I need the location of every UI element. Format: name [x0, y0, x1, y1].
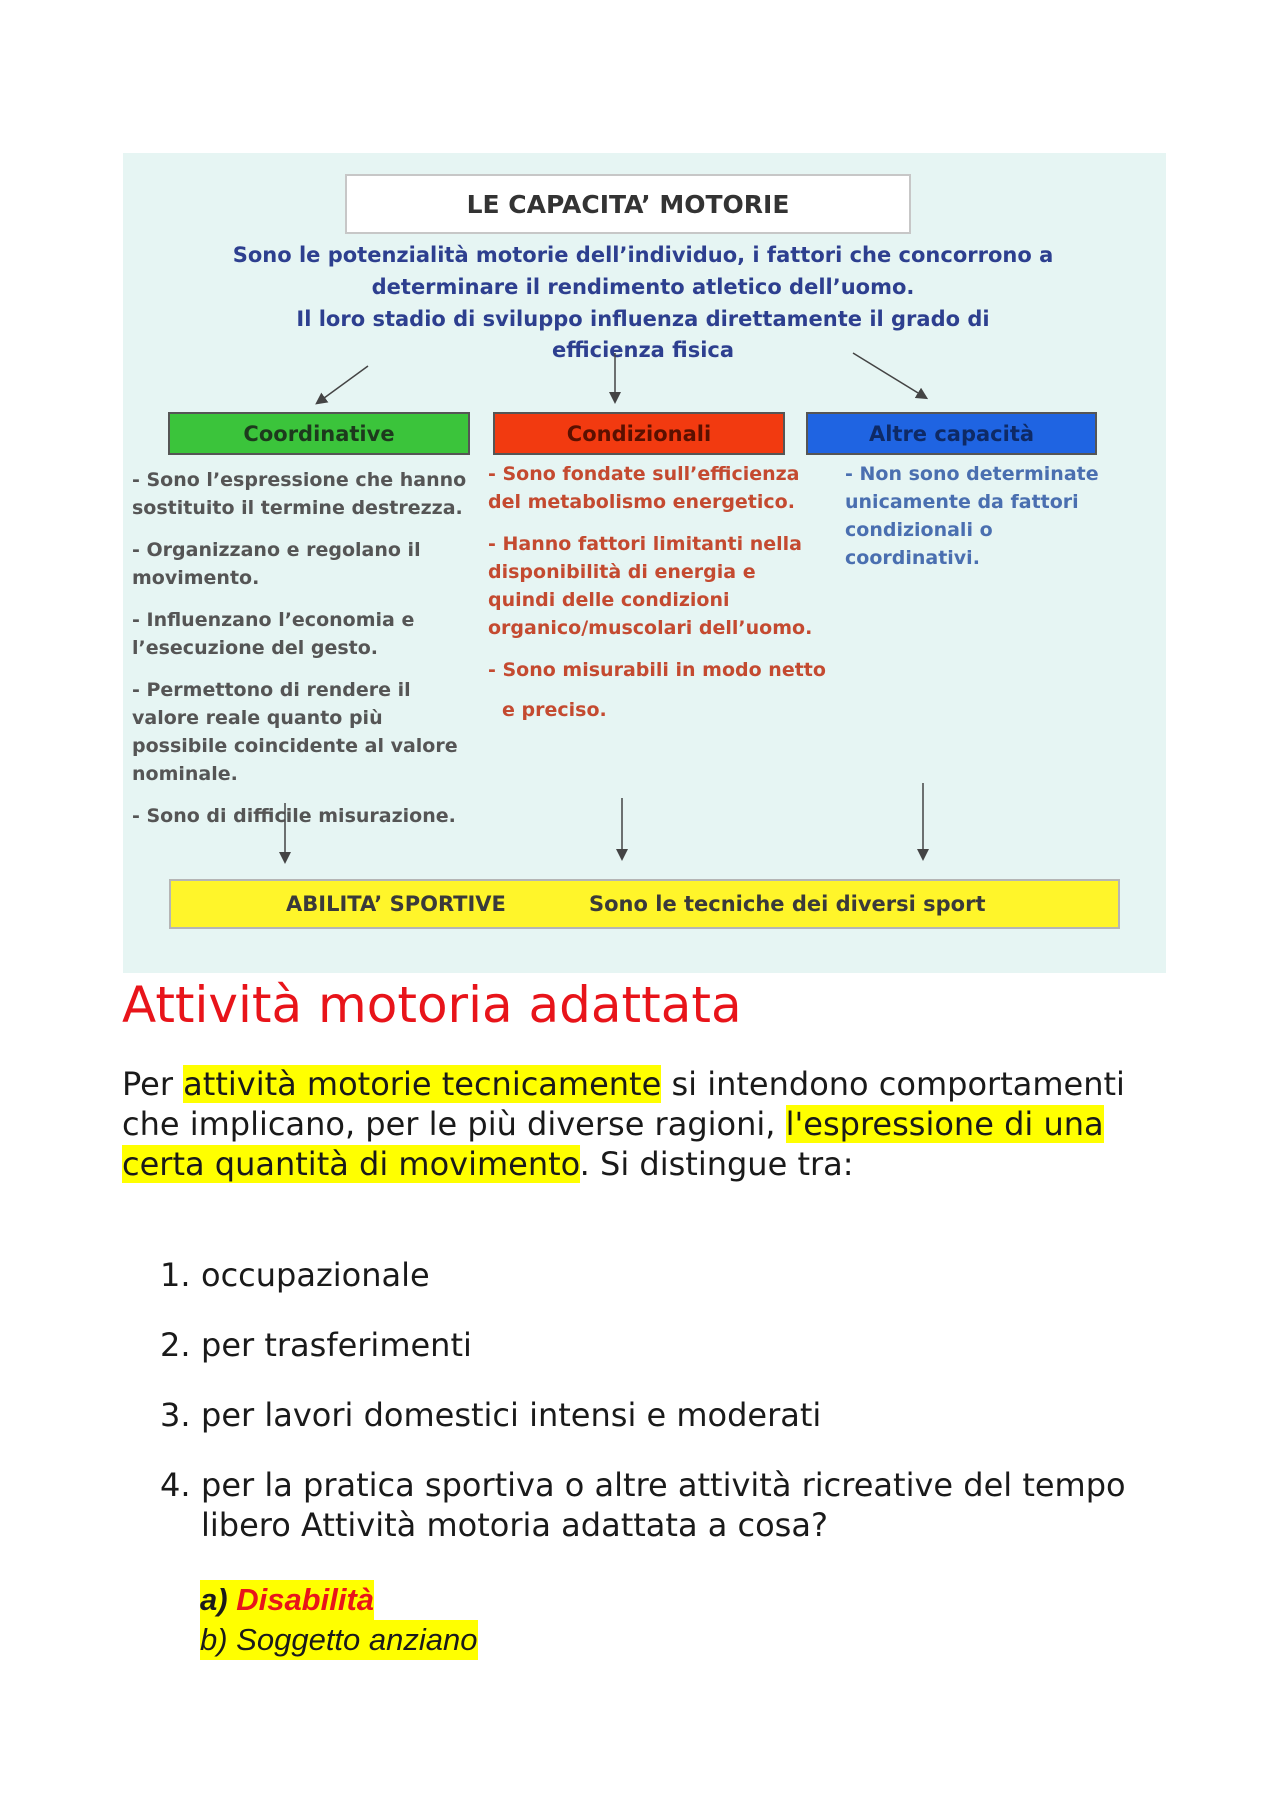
list-number: 3.: [160, 1396, 191, 1434]
abilita-label: ABILITA’ SPORTIVE: [286, 892, 506, 916]
description-item: - Sono fondate sull’efficienza del metabolismo energetico.: [488, 463, 800, 513]
answer-a-prefix: a): [200, 1582, 228, 1617]
list-item: [160, 1395, 1160, 1435]
list-item: [160, 1465, 1160, 1545]
paragraph-text: si intendono comportamenti che implicano, per le più diverse ragioni,: [122, 1065, 1125, 1143]
answers-block: [200, 1580, 478, 1660]
highlighted-text: l'espressione di una certa quantità di movimento: [122, 1105, 1104, 1183]
abilita-description: Sono le tecniche dei diversi sport: [589, 892, 986, 916]
answer-a-text: Disabilità: [236, 1582, 375, 1617]
activity-list: [160, 1255, 1160, 1575]
list-number: 1.: [160, 1256, 191, 1294]
description-item: e preciso.: [502, 699, 607, 721]
description-item: - Hanno fattori limitanti nella disponibilità di energia e quindi delle condizioni organico/muscolari dell’uomo.: [488, 533, 813, 639]
list-number: 2.: [160, 1326, 191, 1364]
paragraph-text: . Si distingue tra:: [579, 1145, 854, 1183]
diagram-intro-line: efficienza fisica: [551, 338, 735, 362]
condizionali-description: [488, 460, 838, 738]
description-item: - Influenzano l’economia e l’esecuzione del gesto.: [132, 609, 415, 659]
diagram-intro-line: Sono le potenzialità motorie dell’individuo, i fattori che concorrono a: [232, 243, 1054, 267]
answer-b: b) Soggetto anziano: [200, 1620, 478, 1660]
list-text: per la pratica sportiva o altre attività ricreative del tempo libero Attività motoria adattata a cosa?: [201, 1466, 1126, 1544]
capacita-motorie-diagram: [123, 153, 1166, 973]
arrow-to-coordinative: [320, 366, 368, 401]
paragraph-text: Per: [122, 1065, 184, 1103]
coordinative-description: [132, 466, 487, 844]
list-text: per trasferimenti: [201, 1326, 472, 1364]
answer-a: [200, 1580, 374, 1620]
description-item: - Sono l’espressione che hanno sostituito il termine destrezza.: [132, 469, 467, 519]
description-item: - Organizzano e regolano il movimento.: [132, 539, 421, 589]
description-item: - Sono misurabili in modo netto: [488, 659, 826, 681]
diagram-intro: [203, 239, 1083, 365]
section-title: Attività motoria adattata: [122, 976, 742, 1034]
intro-paragraph: [122, 1064, 1182, 1184]
category-condizionali: Condizionali: [493, 412, 785, 455]
list-item: [160, 1255, 1160, 1295]
list-text: occupazionale: [201, 1256, 430, 1294]
diagram-title: LE CAPACITA’ MOTORIE: [345, 174, 911, 234]
highlighted-text: attività motorie tecnicamente: [183, 1065, 662, 1103]
description-item: - Permettono di rendere il valore reale quanto più possibile coincidente al valore nominale.: [132, 679, 458, 785]
category-coordinative: Coordinative: [168, 412, 470, 455]
list-text: per lavori domestici intensi e moderati: [201, 1396, 822, 1434]
list-number: 4.: [160, 1466, 191, 1504]
category-altre-capacita: Altre capacità: [806, 412, 1097, 455]
diagram-intro-line: determinare il rendimento atletico dell’uomo.: [371, 275, 915, 299]
altre-capacita-description: [845, 460, 1145, 586]
description-item: - Non sono determinate unicamente da fattori condizionali o coordinativi.: [845, 463, 1099, 569]
description-item: - Sono di difficile misurazione.: [132, 805, 456, 827]
list-item: [160, 1325, 1160, 1365]
diagram-intro-line: Il loro stadio di sviluppo influenza direttamente il grado di: [296, 307, 990, 331]
abilita-sportive-box: [169, 879, 1120, 929]
